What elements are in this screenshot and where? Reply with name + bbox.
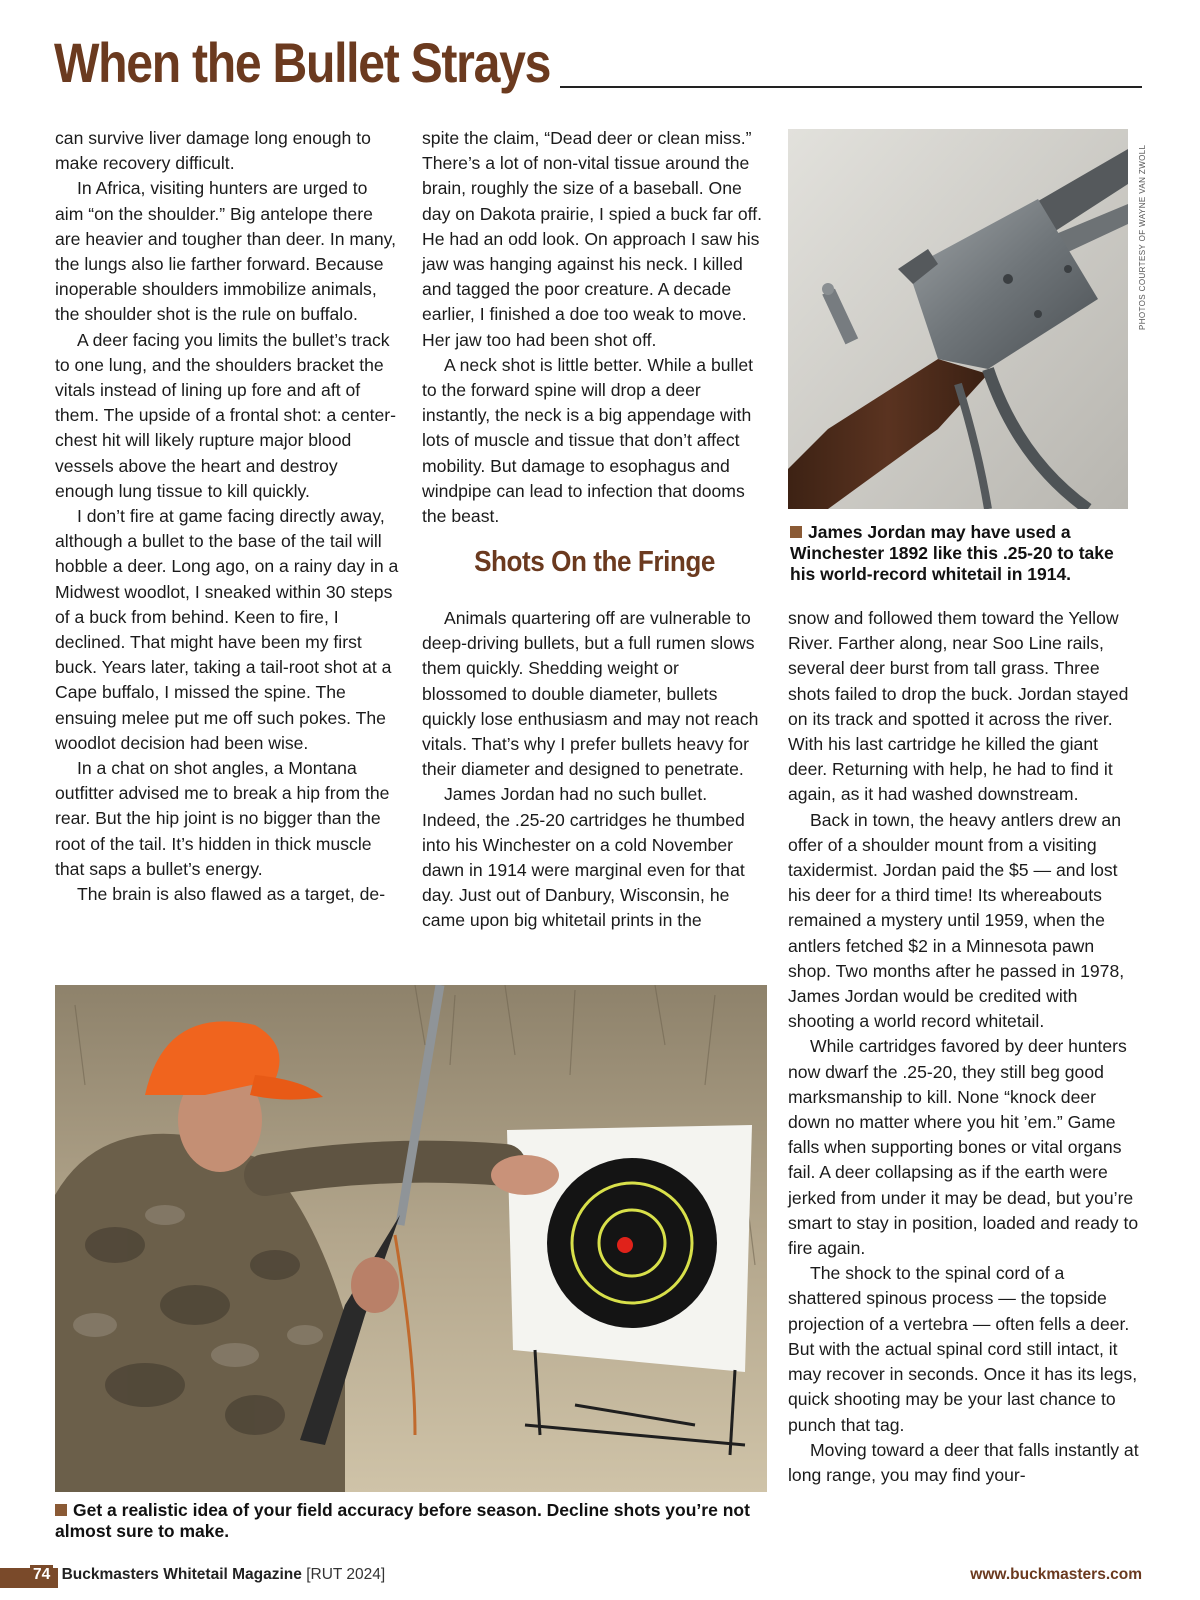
paragraph: A neck shot is little better. While a bullet to the forward spine will drop a deer instantly, the neck is a big appendage with lots of muscle and tissue that don’t affect mobility. But damage to esophagus and windpipe can lead to infection that dooms the beast. <box>422 354 754 527</box>
paragraph: In a chat on shot angles, a Montana outfitter advised me to break a hip from the rear. But the hip joint is no bigger than the root of the tail. It’s hidden in thick muscle that saps a bullet’s energy. <box>55 758 390 879</box>
rifle-caption <box>790 522 1135 585</box>
paragraph: The brain is also flawed as a target, de- <box>77 884 386 905</box>
caption-square-icon <box>55 1504 67 1516</box>
caption-square-icon <box>790 526 802 538</box>
article-column-2-bottom <box>422 606 767 934</box>
rifle-photo <box>788 129 1128 509</box>
paragraph: The shock to the spinal cord of a shattered spinous process — the topside projection of a vertebra — often fells a deer. But with the actual spinal cord still intact, it may recover in seconds. Once it has its legs, quick shooting may be your last chance to punch that tag. <box>788 1263 1138 1435</box>
target-caption-text: Get a realistic idea of your field accuracy before season. Decline shots you’re not almost sure to make. <box>55 1500 750 1541</box>
website-url[interactable]: www.buckmasters.com <box>970 1566 1142 1583</box>
hunter-target-photo <box>55 985 767 1492</box>
footer-publication <box>33 1566 386 1584</box>
section-subhead: Shots On the Fringe <box>474 546 715 578</box>
paragraph: Animals quartering off are vulnerable to deep-driving bullets, but a full rumen slows them quickly. Shedding weight or blossomed to double diameter, bullets quickly lose enthusiasm and may not reach vitals. That’s why I prefer bullets heavy for their diameter and designed to penetrate. <box>422 608 759 780</box>
paragraph: spite the claim, “Dead deer or clean miss.” There’s a lot of non-vital tissue around the brain, roughly the size of a baseball. One day on Dakota prairie, I spied a buck far off. He had an odd look. On approach I saw his jaw was hanging against his neck. I killed and tagged the poor creature. A decade earlier, I finished a doe too weak to move. Her jaw too had been shot off. <box>422 128 763 350</box>
target-caption <box>55 1500 775 1542</box>
photo-credit: PHOTOS COURTESY OF WAYNE VAN ZWOLL <box>1138 144 1147 330</box>
page-headline: When the Bullet Strays <box>54 31 551 94</box>
paragraph: A deer facing you limits the bullet’s track to one lung, and the shoulders bracket the vitals instead of lining up fore and aft of them. The upside of a frontal shot: a center-chest hit will likely rupture major blood vessels above the heart and destroy enough lung tissue to kill quickly. <box>55 329 396 501</box>
paragraph: James Jordan had no such bullet. Indeed, the .25-20 cartridges he thumbed into his Winchester on a cold November dawn in 1914 were marginal even for that day. Just out of Danbury, Wisconsin, he came upon big whitetail prints in the <box>422 784 745 931</box>
paragraph: can survive liver damage long enough to make recovery difficult. <box>55 128 371 174</box>
article-column-1 <box>55 126 400 907</box>
rifle-caption-text: James Jordan may have used a Winchester 1892 like this .25-20 to take his world-record whitetail in 1914. <box>790 522 1114 584</box>
issue-label: [RUT 2024] <box>306 1566 386 1583</box>
rifle-illustration <box>788 129 1128 509</box>
paragraph: snow and followed them toward the Yellow River. Farther along, near Soo Line rails, several deer burst from tall grass. Three shots failed to drop the buck. Jordan stayed on its track and spotted it across the river. With his last cartridge he killed the giant deer. Returning with help, he had to find it again, as it had washed downstream. <box>788 608 1129 805</box>
paragraph: In Africa, visiting hunters are urged to aim “on the shoulder.” Big antelope there are heavier and tougher than deer. In many, the lungs also lie farther forward. Because inoperable shoulders immobilize animals, the shoulder shot is the rule on buffalo. <box>55 178 397 325</box>
page-number: 74 <box>30 1565 53 1584</box>
article-column-2-top <box>422 126 767 529</box>
paragraph: Moving toward a deer that falls instantly at long range, you may find your- <box>788 1439 1139 1485</box>
paragraph: I don’t fire at game facing directly away, although a bullet to the base of the tail will hobble a deer. Long ago, on a rainy day in a Midwest woodlot, I sneaked within 30 steps of a buck from behind. Keen to fire, I declined. That might have been my first buck. Years later, taking a tail-root shot at a Cape buffalo, I missed the spine. The ensuing melee put me off such pokes. The woodlot decision had been wise. <box>55 506 399 753</box>
paragraph: While cartridges favored by deer hunters now dwarf the .25-20, they still beg good marksmanship to kill. None “knock deer down no matter where you hit ’em.” Game falls when supporting bones or vital organs fail. A deer collapsing as if the earth were jerked from under it may be dead, but you’re smart to stay in position, loaded and ready to fire again. <box>788 1036 1139 1259</box>
headline-rule <box>560 86 1142 88</box>
magazine-name: Buckmasters Whitetail Magazine <box>61 1566 302 1583</box>
article-column-3 <box>788 606 1140 1488</box>
hunter-target-illustration <box>55 985 767 1492</box>
paragraph: Back in town, the heavy antlers drew an offer of a shoulder mount from a visiting taxidermist. Jordan paid the $5 — and lost his deer for a third time! Its whereabouts remained a mystery until 1959, when the antlers fetched $2 in a Minnesota pawn shop. Two months after he passed in 1978, James Jordan would be credited with shooting a world record whitetail. <box>788 809 1125 1032</box>
